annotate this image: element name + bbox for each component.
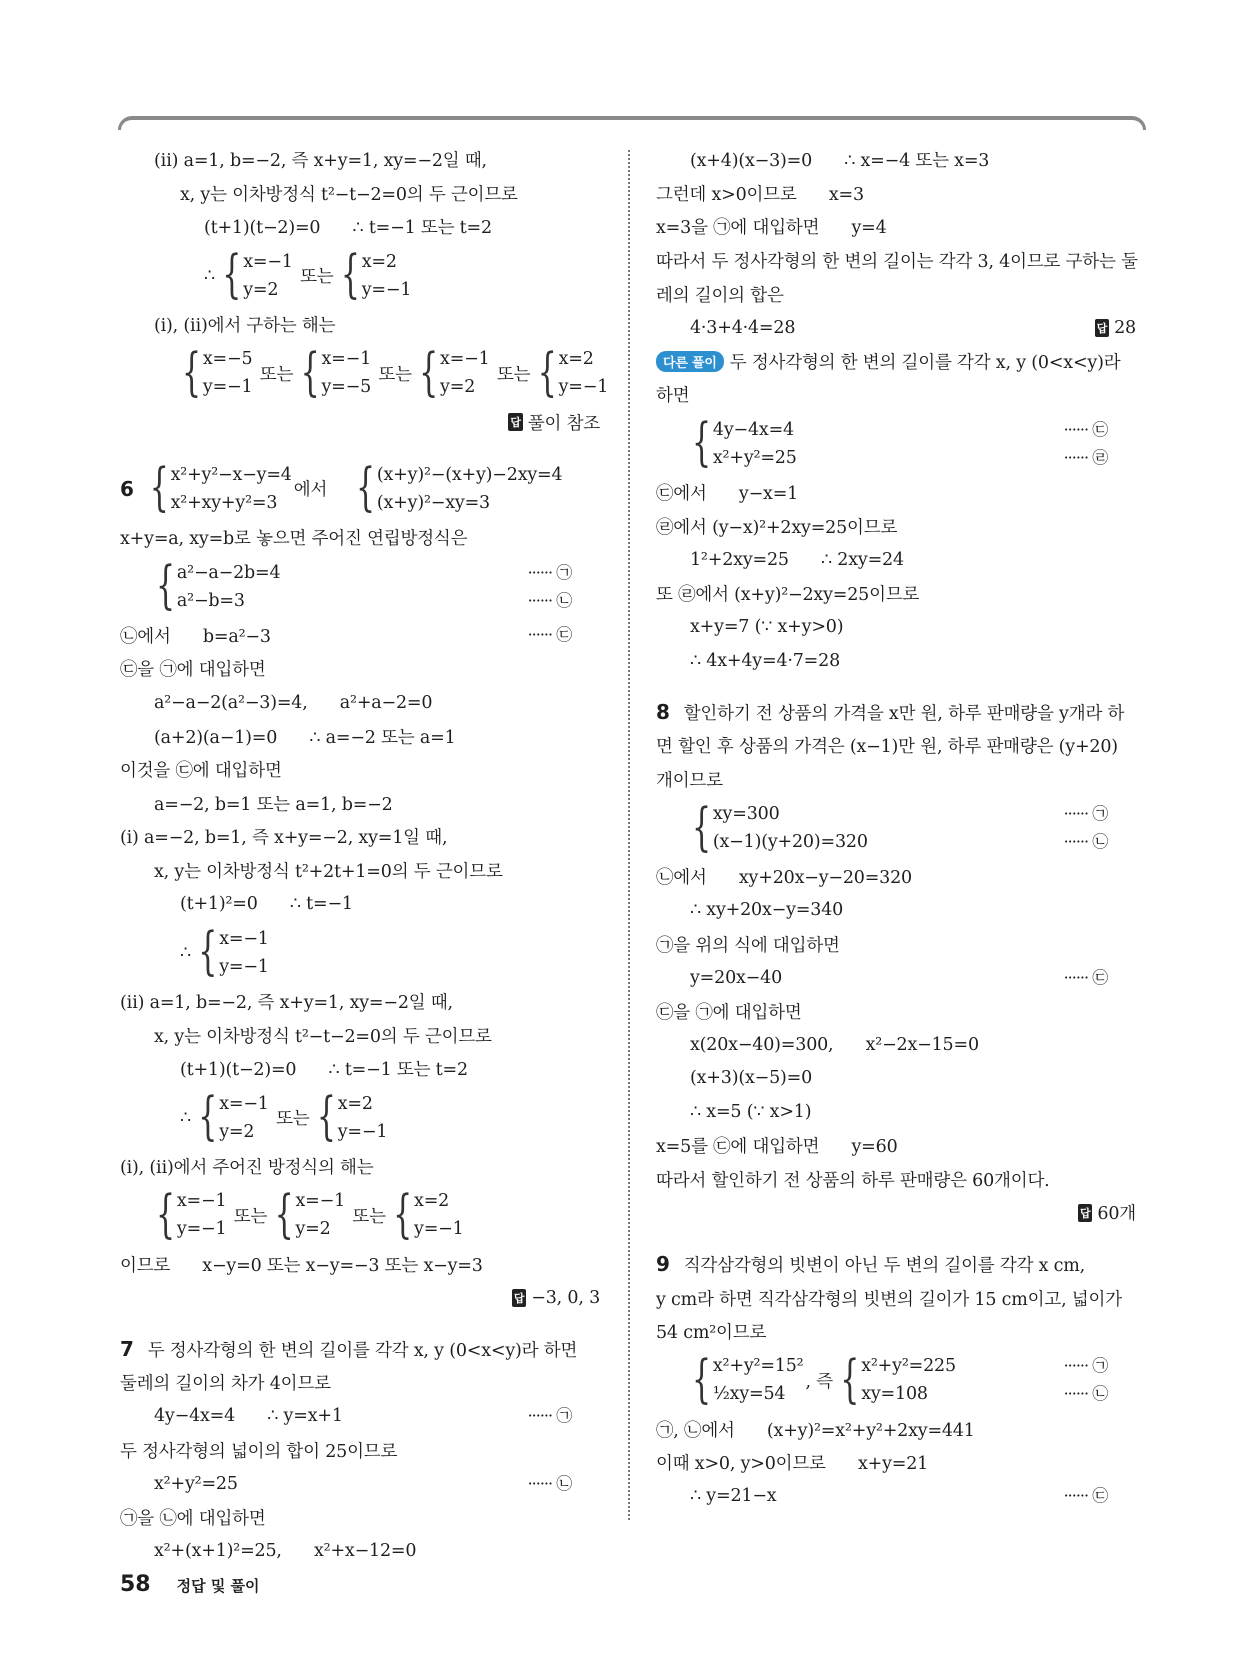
math-text: 하면 — [656, 386, 690, 407]
equation-system — [393, 1185, 464, 1246]
equation-rows — [713, 1352, 804, 1408]
equation-system — [156, 556, 281, 617]
solution-line — [656, 412, 1136, 476]
solution-line — [656, 1446, 1136, 1480]
top-border-rule — [118, 116, 1146, 130]
math-text: (ⅱ) a=1, b=−2, 즉 x+y=1, xy=−2일 때, — [120, 993, 453, 1014]
math-text: ㉢을 ㉠에 대입하면 — [656, 1002, 802, 1023]
math-text: (ⅰ) a=−2, b=1, 즉 x+y=−2, xy=1일 때, — [120, 828, 448, 849]
solution-line — [120, 341, 609, 405]
equation-labels — [1064, 1480, 1108, 1514]
equation-system — [356, 461, 562, 517]
equation-rows — [338, 1090, 388, 1146]
equation-labels — [1064, 796, 1108, 860]
solution-line — [120, 1052, 600, 1086]
math-text: x+y=a, xy=b로 놓으면 주어진 연립방정식은 — [120, 529, 468, 550]
equation-row: xy=108 — [861, 1384, 928, 1405]
math-text: a²−a−2(a²−3)=4, a²+a−2=0 — [154, 692, 433, 713]
solution-line — [656, 1315, 1136, 1349]
math-text: (x+3)(x−5)=0 — [690, 1068, 813, 1089]
math-text: ㉡에서 xy+20x−y−20=320 — [656, 868, 912, 889]
solution-line — [120, 521, 600, 555]
equation-rows — [177, 1187, 227, 1243]
math-text: x(20x−40)=300, x²−2x−15=0 — [690, 1034, 979, 1055]
solution-line — [120, 143, 600, 177]
equation-system — [300, 343, 372, 404]
math-text: 직각삼각형의 빗변이 아닌 두 변의 길이를 각각 x cm, — [683, 1255, 1086, 1276]
solution-line — [120, 1183, 600, 1247]
equation-system — [419, 343, 490, 404]
solution-line — [120, 619, 600, 653]
brace-icon: { — [156, 1185, 175, 1246]
math-text: (ⅱ) a=1, b=−2, 즉 x+y=1, xy=−2일 때, — [154, 151, 487, 172]
equation-labels — [528, 1400, 572, 1434]
equation-system — [840, 1350, 956, 1411]
equation-labels — [1064, 1348, 1108, 1412]
equation-label: ······ ㉠ — [1064, 800, 1108, 828]
equation-row: y=2 — [243, 279, 279, 300]
solution-line — [656, 796, 1136, 860]
solution-line — [120, 985, 600, 1019]
math-text: ∴ — [204, 265, 221, 286]
solution-line — [656, 577, 1136, 611]
brace-icon: { — [419, 343, 439, 404]
solution-line — [656, 1095, 1136, 1129]
solution-line — [656, 1480, 1136, 1514]
equation-label: ······ ㉢ — [1064, 964, 1108, 992]
solution-line — [656, 543, 1136, 577]
equation-rows — [295, 1187, 345, 1243]
equation-label: ······ ㉡ — [1064, 1380, 1108, 1408]
equation-system — [692, 800, 868, 856]
equation-row: x²+y²=225 — [861, 1356, 956, 1377]
solution-line — [656, 1129, 1136, 1163]
math-text: x=3을 ㉠에 대입하면 y=4 — [656, 218, 887, 239]
solution-line — [656, 1028, 1136, 1062]
math-text: x+y=7 (∵ x+y>0) — [690, 616, 844, 637]
page-number: 58 — [120, 1572, 151, 1597]
equation-row: x²+xy+y²=3 — [170, 492, 278, 513]
equation-row: (x+y)²−xy=3 — [376, 492, 490, 513]
math-text: 4·3+4·4=28 — [690, 317, 796, 338]
math-text: ∴ x=5 (∵ x>1) — [690, 1102, 812, 1123]
equation-row: a²−b=3 — [176, 590, 245, 611]
math-text: ㉢을 ㉠에 대입하면 — [120, 660, 266, 681]
math-text: 두 정사각형의 넓이의 합이 25이므로 — [120, 1441, 398, 1462]
equation-system — [156, 1185, 227, 1246]
math-text: ∴ xy+20x−y=340 — [690, 900, 844, 921]
equation-row: x=−1 — [440, 349, 490, 370]
equation-label: ······ ㉠ — [528, 1402, 572, 1430]
math-text: 또 ㉣에서 (x+y)²−2xy=25이므로 — [656, 584, 920, 605]
solution-line — [656, 378, 1136, 412]
answer-icon: 답 — [508, 413, 522, 431]
brace-icon: { — [182, 343, 201, 404]
brace-icon: { — [222, 246, 242, 306]
solution-line — [120, 887, 600, 921]
math-text: 에서 — [293, 480, 354, 501]
math-text: ∴ y=21−x — [690, 1486, 777, 1507]
solution-line — [656, 1062, 1136, 1096]
answer-label — [508, 410, 600, 435]
section-title: 정답 및 풀이 — [176, 1577, 260, 1595]
math-text: (t+1)²=0 ∴ t=−1 — [180, 894, 353, 915]
equation-rows — [321, 345, 371, 401]
equation-row: y=−1 — [414, 1219, 464, 1240]
solution-line — [120, 244, 600, 308]
equation-rows — [713, 800, 868, 856]
brace-icon: { — [156, 556, 175, 617]
answer-text: −3, 0, 3 — [531, 1287, 600, 1308]
solution-line — [656, 177, 1136, 211]
equation-row: y=−1 — [202, 377, 253, 398]
solution-line — [656, 894, 1136, 928]
math-text: 두 정사각형의 한 변의 길이를 각각 x, y (0<x<y)라 하면 — [147, 1340, 578, 1361]
solution-line — [656, 1196, 1136, 1230]
equation-rows — [861, 1352, 956, 1408]
solution-line — [656, 644, 1136, 678]
solution-line — [120, 177, 600, 211]
problem-number: 8 — [656, 700, 670, 725]
equation-label: ······ ㉡ — [1064, 828, 1108, 856]
equation-rows — [219, 1090, 269, 1146]
solution-line — [120, 457, 600, 521]
math-text: ㉠을 위의 식에 대입하면 — [656, 935, 840, 956]
page-footer — [120, 1572, 260, 1597]
equation-system — [274, 1185, 345, 1246]
problem-number: 6 — [120, 476, 134, 501]
math-text: 또는 — [228, 1206, 273, 1227]
answer-text: 28 — [1114, 317, 1136, 338]
solution-line — [120, 652, 600, 686]
equation-rows — [377, 461, 563, 517]
math-text: ∴ — [180, 1107, 197, 1128]
answer-label — [1078, 1200, 1136, 1225]
equation-label: ······ ㉣ — [1064, 444, 1108, 472]
equation-label: ······ ㉠ — [1064, 1352, 1108, 1380]
equation-row: x=−5 — [202, 349, 253, 370]
solution-line — [656, 860, 1136, 894]
answer-label — [1095, 318, 1136, 338]
equation-label: ······ ㉢ — [1064, 416, 1108, 444]
math-text: 개이므로 — [656, 770, 723, 791]
equation-label: ······ ㉠ — [528, 559, 572, 587]
math-text: (a+2)(a−1)=0 ∴ a=−2 또는 a=1 — [154, 727, 456, 748]
math-text: 이것을 ㉢에 대입하면 — [120, 761, 282, 782]
solution-line — [656, 1348, 1136, 1412]
answer-text: 풀이 참조 — [527, 413, 600, 434]
equation-row: y=2 — [295, 1219, 331, 1240]
equation-rows — [559, 345, 609, 401]
math-text: 54 cm²이므로 — [656, 1323, 767, 1344]
problem-number: 7 — [120, 1337, 134, 1362]
solution-line — [656, 476, 1136, 510]
equation-row: 4y−4x=4 — [712, 419, 794, 440]
solution-line — [120, 1400, 600, 1434]
math-text: x²+y²=25 — [154, 1473, 238, 1494]
math-text: x, y는 이차방정식 t²−t−2=0의 두 근이므로 — [180, 184, 518, 205]
solution-line — [120, 753, 600, 787]
math-text: 또는 — [254, 364, 299, 385]
answer-icon: 답 — [1095, 319, 1109, 337]
math-text: ㉣에서 (y−x)²+2xy=25이므로 — [656, 517, 898, 538]
math-text: 4y−4x=4 ∴ y=x+1 — [154, 1406, 343, 1427]
brace-icon: { — [692, 1350, 711, 1411]
solution-line — [120, 1366, 600, 1400]
equation-row: x=−1 — [243, 251, 293, 272]
math-text: 그런데 x>0이므로 x=3 — [656, 184, 864, 205]
left-column — [120, 143, 609, 1568]
math-text: 또는 — [491, 364, 536, 385]
solution-line — [120, 1433, 600, 1467]
solution-line — [120, 1534, 600, 1568]
equation-rows — [414, 1187, 464, 1243]
equation-row: x²+y²−x−y=4 — [170, 464, 292, 485]
equation-row: x=2 — [337, 1093, 373, 1114]
math-text: 또는 — [373, 364, 418, 385]
math-text: y=20x−40 — [690, 967, 783, 988]
equation-row: y=−1 — [219, 956, 269, 977]
equation-row: y=2 — [440, 377, 476, 398]
equation-rows — [171, 461, 292, 517]
solution-line — [120, 854, 600, 888]
equation-row: y=−1 — [176, 1219, 227, 1240]
math-text: 이때 x>0, y>0이므로 x+y=21 — [656, 1454, 929, 1475]
equation-row: x=2 — [361, 251, 397, 272]
solution-line — [120, 1332, 600, 1366]
solution-line — [656, 927, 1136, 961]
solution-line — [656, 729, 1136, 763]
math-text: x²+(x+1)²=25, x²+x−12=0 — [154, 1540, 417, 1561]
math-text: 면 할인 후 상품의 가격은 (x−1)만 원, 하루 판매량은 (y+20) — [656, 737, 1118, 758]
problem-number: 9 — [656, 1252, 670, 1277]
math-text: ∴ 4x+4y=4·7=28 — [690, 650, 841, 671]
math-text: 둘레의 길이의 차가 4이므로 — [120, 1374, 331, 1395]
equation-labels — [1064, 961, 1108, 995]
brace-icon: { — [537, 343, 557, 404]
equation-rows — [219, 925, 269, 981]
solution-line — [656, 1248, 1136, 1282]
math-text: ∴ — [180, 942, 197, 963]
equation-label: ······ ㉡ — [528, 1470, 572, 1498]
equation-row: x²+y²=15² — [712, 1356, 804, 1377]
equation-row: y=2 — [219, 1121, 255, 1142]
answer-label — [512, 1288, 600, 1308]
equation-label: ······ ㉢ — [1064, 1482, 1108, 1510]
math-text: 1²+2xy=25 ∴ 2xy=24 — [690, 549, 904, 570]
brace-icon: { — [340, 246, 360, 306]
math-text: ㉡에서 b=a²−3 — [120, 626, 271, 647]
math-text: ㉠, ㉡에서 (x+y)²=x²+y²+2xy=441 — [656, 1420, 975, 1441]
math-text: (ⅰ), (ⅱ)에서 주어진 방정식의 해는 — [120, 1157, 374, 1178]
equation-row: x=2 — [558, 349, 594, 370]
equation-system — [222, 248, 292, 304]
equation-row: x²+y²=25 — [712, 447, 797, 468]
math-text: 또는 — [270, 1109, 315, 1130]
solution-line — [656, 695, 1136, 729]
solution-line — [120, 921, 600, 985]
equation-system — [341, 248, 411, 304]
equation-row: x=−1 — [295, 1191, 345, 1212]
solution-line — [120, 405, 600, 439]
brace-icon: { — [840, 1350, 860, 1411]
alt-solution-badge: 다른 풀이 — [656, 351, 724, 372]
equation-system — [198, 1087, 269, 1148]
solution-line — [120, 1500, 600, 1534]
equation-row: ½xy=54 — [712, 1384, 786, 1405]
brace-icon: { — [355, 459, 375, 519]
brace-icon: { — [316, 1087, 336, 1148]
equation-row: (x−1)(y+20)=320 — [712, 832, 868, 853]
math-text: ㉢에서 y−x=1 — [656, 484, 799, 505]
solution-line — [656, 210, 1136, 244]
math-text: x=5를 ㉢에 대입하면 y=60 — [656, 1137, 898, 1158]
math-text: (t+1)(t−2)=0 ∴ t=−1 또는 t=2 — [204, 218, 492, 239]
equation-rows — [440, 345, 490, 401]
equation-system — [198, 925, 268, 981]
solution-line — [656, 961, 1136, 995]
equation-row: x=2 — [414, 1191, 450, 1212]
brace-icon: { — [300, 343, 320, 404]
equation-labels — [528, 555, 572, 619]
math-text: 레의 길이의 합은 — [656, 285, 784, 306]
math-text: (t+1)(t−2)=0 ∴ t=−1 또는 t=2 — [180, 1060, 468, 1081]
brace-icon: { — [692, 414, 711, 474]
equation-labels — [528, 619, 572, 653]
solution-line — [120, 1019, 600, 1053]
equation-row: y=−5 — [321, 377, 372, 398]
solution-line — [656, 1412, 1136, 1446]
solution-line — [656, 509, 1136, 543]
solution-line — [656, 1281, 1136, 1315]
equation-rows — [713, 416, 797, 472]
solution-line — [120, 820, 600, 854]
math-text: 이므로 x−y=0 또는 x−y=−3 또는 x−y=3 — [120, 1255, 483, 1276]
math-text: 할인하기 전 상품의 가격을 x만 원, 하루 판매량을 y개라 하 — [683, 703, 1125, 724]
math-text: 두 정사각형의 한 변의 길이를 각각 x, y (0<x<y)라 — [729, 352, 1121, 373]
solution-line — [120, 210, 600, 244]
brace-icon: { — [198, 923, 218, 983]
equation-labels — [528, 1467, 572, 1501]
solution-line — [656, 994, 1136, 1028]
equation-system — [150, 461, 292, 517]
math-text: , 즉 — [805, 1371, 839, 1392]
solution-line — [656, 345, 1136, 379]
equation-row: a²−a−2b=4 — [176, 562, 281, 583]
equation-system — [182, 343, 253, 404]
solution-line — [656, 277, 1136, 311]
solution-line — [656, 143, 1136, 177]
brace-icon: { — [198, 1087, 218, 1148]
equation-row: xy=300 — [712, 804, 780, 825]
equation-row: x=−1 — [219, 1093, 269, 1114]
equation-row: x=−1 — [219, 928, 269, 949]
solution-line — [120, 686, 600, 720]
equation-row: x=−1 — [176, 1191, 227, 1212]
solution-line — [120, 787, 600, 821]
solution-line — [120, 1281, 600, 1315]
equation-row: y=−1 — [558, 377, 609, 398]
equation-system — [316, 1087, 388, 1148]
brace-icon: { — [149, 459, 169, 519]
math-text: (ⅰ), (ⅱ)에서 구하는 해는 — [154, 316, 336, 337]
math-text: (x+4)(x−3)=0 ∴ x=−4 또는 x=3 — [690, 151, 990, 172]
solution-line — [120, 1150, 600, 1184]
equation-rows — [362, 248, 412, 304]
brace-icon: { — [393, 1185, 413, 1246]
math-text: x, y는 이차방정식 t²+2t+1=0의 두 근이므로 — [154, 862, 503, 883]
equation-label: ······ ㉡ — [528, 587, 572, 615]
answer-icon: 답 — [512, 1289, 526, 1307]
equation-label: ······ ㉢ — [528, 621, 572, 649]
math-text: a=−2, b=1 또는 a=1, b=−2 — [154, 794, 393, 815]
math-text: 또는 — [347, 1206, 392, 1227]
solution-line — [120, 1086, 600, 1150]
solution-line — [120, 719, 600, 753]
solution-line — [656, 763, 1136, 797]
solution-line — [120, 1247, 600, 1281]
answer-text: 60개 — [1097, 1204, 1136, 1225]
answer-icon: 답 — [1078, 1204, 1092, 1222]
solution-line — [656, 244, 1136, 278]
equation-rows — [203, 345, 253, 401]
equation-row: y=−1 — [361, 279, 412, 300]
solution-line — [120, 1467, 600, 1501]
equation-system — [692, 416, 797, 472]
equation-row: y=−1 — [337, 1121, 388, 1142]
solution-line — [120, 308, 600, 342]
solution-line — [656, 311, 1136, 345]
math-text: 따라서 할인하기 전 상품의 하루 판매량은 60개이다. — [656, 1170, 1050, 1191]
equation-rows — [177, 559, 281, 615]
equation-labels — [1064, 412, 1108, 476]
math-text: 따라서 두 정사각형의 한 변의 길이는 각각 3, 4이므로 구하는 둘 — [656, 252, 1138, 273]
math-text: ㉠을 ㉡에 대입하면 — [120, 1508, 266, 1529]
equation-row: x=−1 — [321, 349, 371, 370]
equation-system — [692, 1350, 804, 1411]
equation-row: (x+y)²−(x+y)−2xy=4 — [376, 464, 563, 485]
brace-icon: { — [692, 798, 711, 858]
equation-system — [537, 343, 609, 404]
solution-line — [120, 555, 600, 619]
math-text: x, y는 이차방정식 t²−t−2=0의 두 근이므로 — [154, 1026, 492, 1047]
math-text: 또는 — [294, 267, 339, 288]
right-column — [656, 143, 1136, 1513]
solution-line — [656, 610, 1136, 644]
column-divider — [628, 150, 630, 1520]
solution-line — [656, 1162, 1136, 1196]
math-text: y cm라 하면 직각삼각형의 빗변의 길이가 15 cm이고, 넓이가 — [656, 1289, 1122, 1310]
brace-icon: { — [274, 1185, 294, 1246]
equation-rows — [243, 248, 293, 304]
